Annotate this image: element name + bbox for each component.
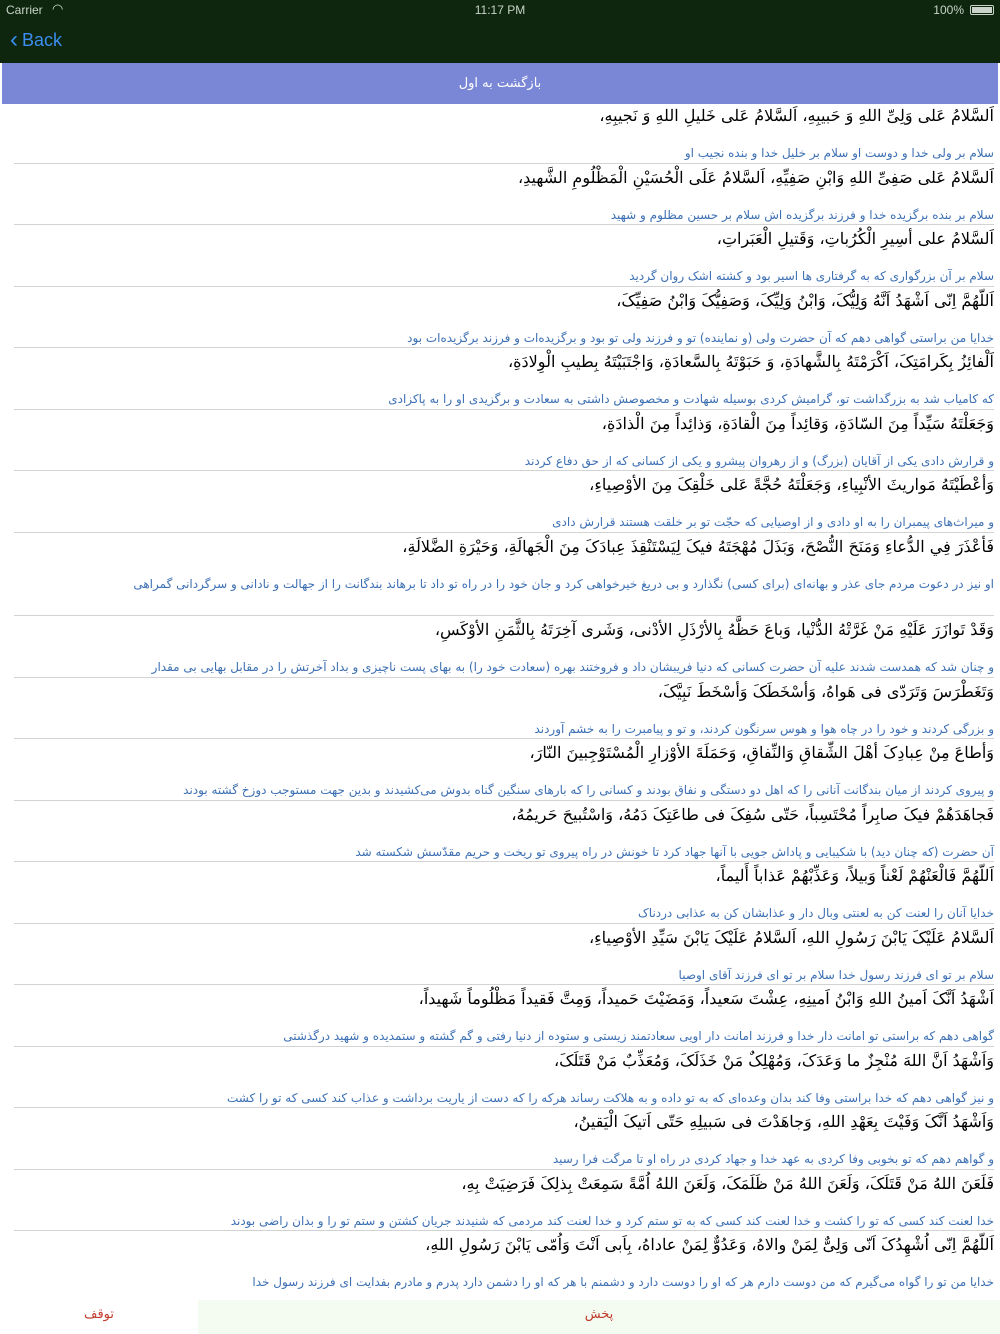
playback-controls (0, 1300, 1000, 1334)
verse-persian-translation: خدایا من تو را گواه می‌گیرم که من دوست دارم هر که او را دوست دارد و دشمنم با هر که او را دشمن دارد پدرم و مادرم بفدایت ای فرزند رسول خدا (252, 1275, 994, 1289)
wifi-icon: ◠ (52, 1, 64, 16)
verse-persian-translation: سلام بر آن بزرگواری که به گرفتاری ها اسیر بود و کشته اشک روان گردید (629, 269, 994, 283)
battery-percent: 100% (933, 3, 964, 17)
verse-arabic-text: اَلسَّلامُ علی أسِیرِ الْکُرُباتِ، وَقَتیلِ الْعَبَراتِ، (716, 229, 994, 248)
verse-arabic-text: اَلْفائِزُ بِکَرامَتِکَ، اَکْرَمْتَهُ بِالشَّهادَةِ، وَ حَبَوْتَهُ بِالسَّعادَةِ، وَاجْتَبَیْتَهُ بِطیبِ الْوِلادَةِ، (508, 352, 994, 371)
carrier-label: Carrier (6, 3, 43, 17)
verse-divider (14, 347, 994, 348)
verse-divider (14, 1046, 994, 1047)
verse-arabic-text: اَلسَّلامُ عَلی صَفِیِّ اللهِ وَابْنِ صَفِیِّهِ، اَلسَّلامُ عَلَی الْحُسَیْنِ الْمَظْلُومِ الشَّهیدِ، (517, 167, 994, 187)
verse-persian-translation: و نیز گواهی دهم که خدا براستی وفا کند بدان وعده‌ای که به تو داده و به هلاکت رساند هرکه را که دست از یاریت برداشت و عذاب کند کسی که تو را کشت (226, 1090, 994, 1105)
verse-arabic-text: اَلسَّلامُ عَلَیْکَ یَابْنَ رَسُولِ اللهِ، اَلسَّلامُ عَلَیْکَ یَابْنَ سَیِّدِ الأوْصِیاءِ، (588, 927, 994, 947)
verse-arabic-text: اَللّهُمَّ اِنّی اُشْهِدُکَ اَنّی وَلِیٌّ لِمَنْ والاهُ، وَعَدُوٌّ لِمَنْ عاداهُ، بِاَبی اَنْتَ وَاُمّی یَابْنَ رَسُولِ اللهِ، (425, 1235, 994, 1254)
stop-button[interactable]: توقف (0, 1300, 198, 1334)
verse-divider (14, 286, 994, 287)
verse-persian-translation: آن حضرت (که چنان دید) با شکیبایی و پاداش جویی با آنها جهاد کرد تا خونش در راه پیروی تو ریخت و حریم مقدّسش شکسته شد (355, 844, 994, 859)
verse-divider (14, 615, 994, 616)
verse-divider (14, 1230, 994, 1231)
verse-divider (14, 470, 994, 471)
verse-divider (14, 1169, 994, 1170)
verse-divider (14, 861, 994, 862)
verse-arabic-text: وَقَدْ تَوازَرَ عَلَیْهِ مَنْ غَرَّتْهُ الدُّنْیا، وَباعَ حَظَّهُ بِالأرْذَلِ الأدْنی، وَشَری آخِرَتَهُ بِالثَّمَنِ الأوْکَسِ، (434, 620, 994, 639)
verse-divider (14, 923, 994, 924)
verse-persian-translation: سلام بر بنده برگزیده خدا و فرزند برگزیده اش سلام بر حسین مظلوم و شهید (610, 207, 994, 222)
status-bar (0, 0, 1000, 20)
verse-arabic-text: وَجَعَلْتَهُ سَیِّداً مِنَ السّادَةِ، وَقائِداً مِنَ الْقادَةِ، وَذائِداً مِنَ الْذادَةِ، (601, 413, 994, 433)
verse-persian-translation: و پیروی کردند از میان بندگانت آنانی را که اهل دو دستگی و نفاق بودند و کسانی را که بارهای سنگین گناه بدوش می‌کشیدند و بدین جهت مستوجب دوزخ گشته بودند (183, 783, 994, 797)
verse-arabic-text: فَأعْذَرَ فِي الدُّعاءِ وَمَنَحَ النُّصْحَ، وَبَذَلَ مُهْجَتَهُ فیکَ لِیَسْتَنْقِذَ عِبادَکَ مِنَ الْجَهالَةِ، وَحَیْرَةِ الضَّلالَةِ، (402, 536, 994, 556)
verse-arabic-text: فَلَعَنَ اللهُ مَنْ قَتَلَکَ، وَلَعَنَ اللهُ مَنْ ظَلَمَکَ، وَلَعَنَ اللهُ اُمَّةً سَمِعَتْ بِذلِکَ فَرَضِیَتْ بِهِ، (461, 1173, 994, 1193)
verse-divider (14, 409, 994, 410)
verse-arabic-text: فَجاهَدَهُمْ فیکَ صابِراً مُحْتَسِباً، حَتّی سُفِکَ فی طاعَتِکَ دَمُهُ، وَاسْتُبیحَ حَریمُهُ، (511, 804, 994, 824)
verse-persian-translation: او نیز در دعوت مردم جای عذر و بهانه‌ای (برای کسی) نگذارد و بی دریغ خیرخواهی کرد و جان خود را در راه تو داد تا برهاند بندگانت را از جهالت و نادانی و سرگردانی گمراهی (133, 576, 994, 591)
verse-arabic-text: اَللّهُمَّ اِنّی اَشْهَدُ اَنَّهُ وَلِیُّکَ، وَابْنُ وَلِیِّکَ، وَصَفِیُّکَ وَابْنُ صَفِیِّکَ، (616, 290, 994, 310)
verse-divider (14, 677, 994, 678)
play-button[interactable]: پخش (584, 1307, 614, 1322)
verse-persian-translation: و چنان شد که همدست شدند علیه آن حضرت کسانی که دنیا فریبشان داد و فروختند بهره (سعادت خود را) به بهای پست ناچیزی و بداد آخرتش را در مقابل بهایی بی مقدار (151, 660, 994, 674)
verse-divider (14, 163, 994, 164)
verse-persian-translation: و گواهم دهم که تو بخوبی وفا کردی به عهد خدا و جهاد کردی در راه او تا مرگت فرا رسید (552, 1152, 994, 1166)
verse-persian-translation: خدایا آنان را لعنت کن به لعنتی وبال دار و عذابشان کن به عذابی دردناک (638, 906, 994, 920)
verse-list[interactable] (0, 104, 1000, 1300)
verse-persian-translation: و قرارش دادی یکی از آقایان (بزرگ) و از رهروان پیشرو و یکی از کسانی که از حق دفاع کردند (524, 453, 994, 468)
verse-divider (14, 224, 994, 225)
verse-arabic-text: اَلسَّلامُ عَلی وَلِیِّ اللهِ وَ حَبیبِهِ، اَلسَّلامُ عَلی خَلیلِ اللهِ وَ نَجیبِهِ، (599, 106, 994, 125)
verse-persian-translation: سلام بر تو ای فرزند رسول خدا سلام بر تو ای فرزند آقای اوصیا (678, 967, 994, 982)
battery-icon (970, 5, 994, 15)
verse-arabic-text: وَأعْطَیْتَهُ مَواریثَ الأنْبِیاءِ، وَجَعَلْتَهُ حُجَّةً عَلی خَلْقِکَ مِنَ الأوْصِیاءِ، (589, 475, 994, 494)
verse-divider (14, 984, 994, 985)
verse-arabic-text: وَاَشْهَدُ اَنَّکَ وَفَیْتَ بِعَهْدِ اللهِ، وَجاهَدْتَ فی سَبیلِهِ حَتّی اَتیکَ الْیَقینُ، (573, 1112, 994, 1131)
verse-persian-translation: و میراث‌های پیمبران را به او دادی و از اوصیایی که حجّت تو بر خلقت هستند قرارش دادی (552, 515, 994, 529)
verse-divider (14, 1107, 994, 1108)
verse-persian-translation: خدا لعنت کند کسی که تو را کشت و خدا لعنت کند کسی که به تو ستم کرد و خدا لعنت کند مردمی که شنیدند جریان کشتن و ستم تو را و بدان راضی بودند (230, 1213, 994, 1228)
verse-arabic-text: اَشْهَدُ اَنَّکَ اَمینُ اللهِ وَابْنُ اَمینِهِ، عِشْتَ سَعیداً، وَمَضَیْتَ حَمیداً، وَمِتَّ فَقیداً مَظْلُوماً شَهیداً، (418, 989, 994, 1008)
verse-divider (14, 532, 994, 533)
verse-arabic-text: اَللّهُمَّ فَالْعَنْهُمْ لَعْناً وَبیلاً، وَعَذِّبْهُمْ عَذاباً أَلیماً، (715, 866, 994, 885)
status-time: 11:17 PM (474, 3, 526, 17)
verse-divider (14, 738, 994, 739)
back-label: Back (22, 29, 63, 50)
verse-persian-translation: که کامیاب شد به بزرگداشت تو، گرامیش کردی بوسیله شهادت و مخصوصش داشتی به سعادت و برگزیدی او را به پاکزادی (388, 392, 994, 406)
navigation-bar (0, 20, 1000, 63)
back-button[interactable] (10, 28, 62, 52)
chevron-left-icon: ‹ (10, 26, 18, 53)
verse-arabic-text: وَأطاعَ مِنْ عِبادِکَ أهْلَ الشِّقاقِ وَالنِّفاقِ، وَحَمَلَةَ الأوْزارِ الْمُسْتَوْجِبینَ النّارَ، (529, 743, 994, 762)
verse-arabic-text: وَاَشْهَدُ اَنَّ اللهَ مُنْجِزٌ ما وَعَدَکَ، وَمُهْلِکٌ مَنْ خَذَلَکَ، وَمُعَذِّبٌ مَنْ قَتَلَکَ، (553, 1050, 994, 1070)
verse-persian-translation: خدایا من براستی گواهی دهم که آن حضرت ولی (و نماینده) تو و فرزند ولی تو بود و برگزیده‌ات و فرزند برگزیده‌ات بود (407, 330, 994, 345)
verse-arabic-text: وَتَغَطْرَسَ وَتَرَدّی فی هَواهُ، وَأسْخَطَکَ وَأسْخَطَ نَبِیَّکَ، (657, 681, 994, 701)
verse-persian-translation: گواهی دهم که براستی تو امانت دار خدا و فرزند امانت دار اویی سعادتمند زیستی و ستوده از دنیا رفتی و گم گشته و ستمدیده و شهید درگذشتی (283, 1029, 994, 1043)
verse-divider (14, 800, 994, 801)
return-to-start-button[interactable]: بازگشت به اول (2, 63, 998, 104)
verse-persian-translation: سلام بر ولی خدا و دوست او سلام بر خلیل خدا و بنده نجیب او (684, 146, 994, 160)
verse-persian-translation: و بزرگی کردند و خود را در چاه هوا و هوس سرنگون کردند، و تو و پیامبرت را به خشم آوردند (534, 721, 994, 736)
